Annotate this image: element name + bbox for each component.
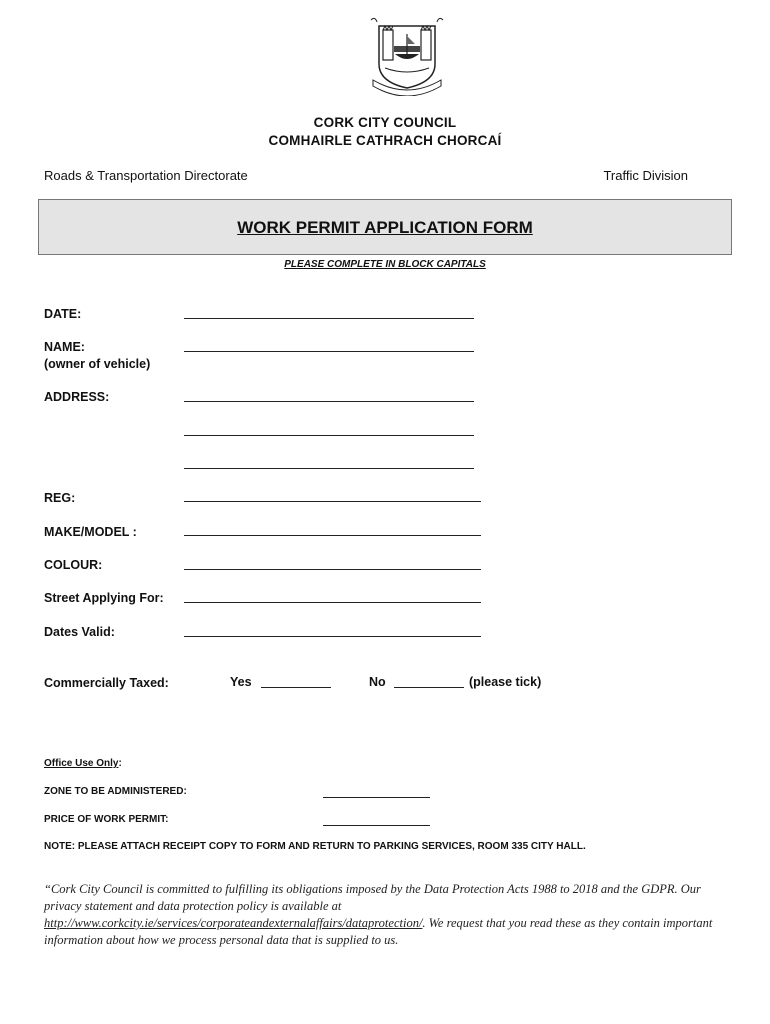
privacy-text-after: . We request that you read these as they contain important information about how we process personal data that is supplied to us. (44, 916, 713, 947)
council-crest-logo (367, 16, 447, 96)
dates-valid-field[interactable] (184, 636, 481, 637)
name-sublabel: (owner of vehicle) (44, 357, 151, 371)
zone-field[interactable] (323, 797, 430, 798)
name-label: NAME: (44, 340, 85, 354)
address-field-line-2[interactable] (184, 435, 474, 436)
yes-label: Yes (230, 675, 252, 689)
make-model-field[interactable] (184, 535, 481, 536)
office-use-colon: : (118, 758, 122, 769)
date-label: DATE: (44, 307, 82, 321)
price-field[interactable] (323, 825, 430, 826)
reg-label: REG: (44, 491, 76, 505)
council-name-irish: COMHAIRLE CATHRACH CHORCAÍ (268, 133, 502, 148)
colour-label: COLOUR: (44, 558, 103, 572)
directorate-label: Roads & Transportation Directorate (44, 168, 248, 183)
yes-tick-field[interactable] (261, 687, 331, 688)
form-instruction: PLEASE COMPLETE IN BLOCK CAPITALS (284, 259, 486, 270)
form-title: WORK PERMIT APPLICATION FORM (237, 218, 533, 237)
make-model-label: MAKE/MODEL : (44, 525, 137, 539)
office-use-heading (44, 758, 122, 769)
colour-field[interactable] (184, 569, 481, 570)
address-field-line-3[interactable] (184, 468, 474, 469)
office-note: NOTE: PLEASE ATTACH RECEIPT COPY TO FORM AND RETURN TO PARKING SERVICES, ROOM 335 CITY HALL. (44, 841, 586, 852)
no-label: No (369, 675, 386, 689)
reg-field[interactable] (184, 501, 481, 502)
privacy-statement (44, 881, 724, 949)
division-label: Traffic Division (603, 168, 688, 183)
privacy-text-before: “Cork City Council is committed to fulfilling its obligations imposed by the Data Protection Acts 1988 to 2018 and the GDPR. Our privacy statement and data protection policy is available at (44, 882, 701, 913)
data-protection-link[interactable]: http://www.corkcity.ie/services/corporateandexternalaffairs/dataprotection/ (44, 916, 423, 930)
commercially-taxed-label: Commercially Taxed: (44, 676, 169, 690)
price-label: PRICE OF WORK PERMIT: (44, 814, 169, 825)
address-field-line-1[interactable] (184, 401, 474, 402)
dates-valid-label: Dates Valid: (44, 625, 115, 639)
zone-label: ZONE TO BE ADMINISTERED: (44, 786, 187, 797)
street-label: Street Applying For: (44, 591, 164, 605)
no-tick-field[interactable] (394, 687, 464, 688)
form-title-box (38, 199, 732, 255)
street-field[interactable] (184, 602, 481, 603)
council-name-english: CORK CITY COUNCIL (313, 115, 457, 130)
date-field[interactable] (184, 318, 474, 319)
office-use-title: Office Use Only (44, 758, 119, 769)
please-tick-label: (please tick) (469, 675, 542, 689)
address-label: ADDRESS: (44, 390, 110, 404)
name-field[interactable] (184, 351, 474, 352)
